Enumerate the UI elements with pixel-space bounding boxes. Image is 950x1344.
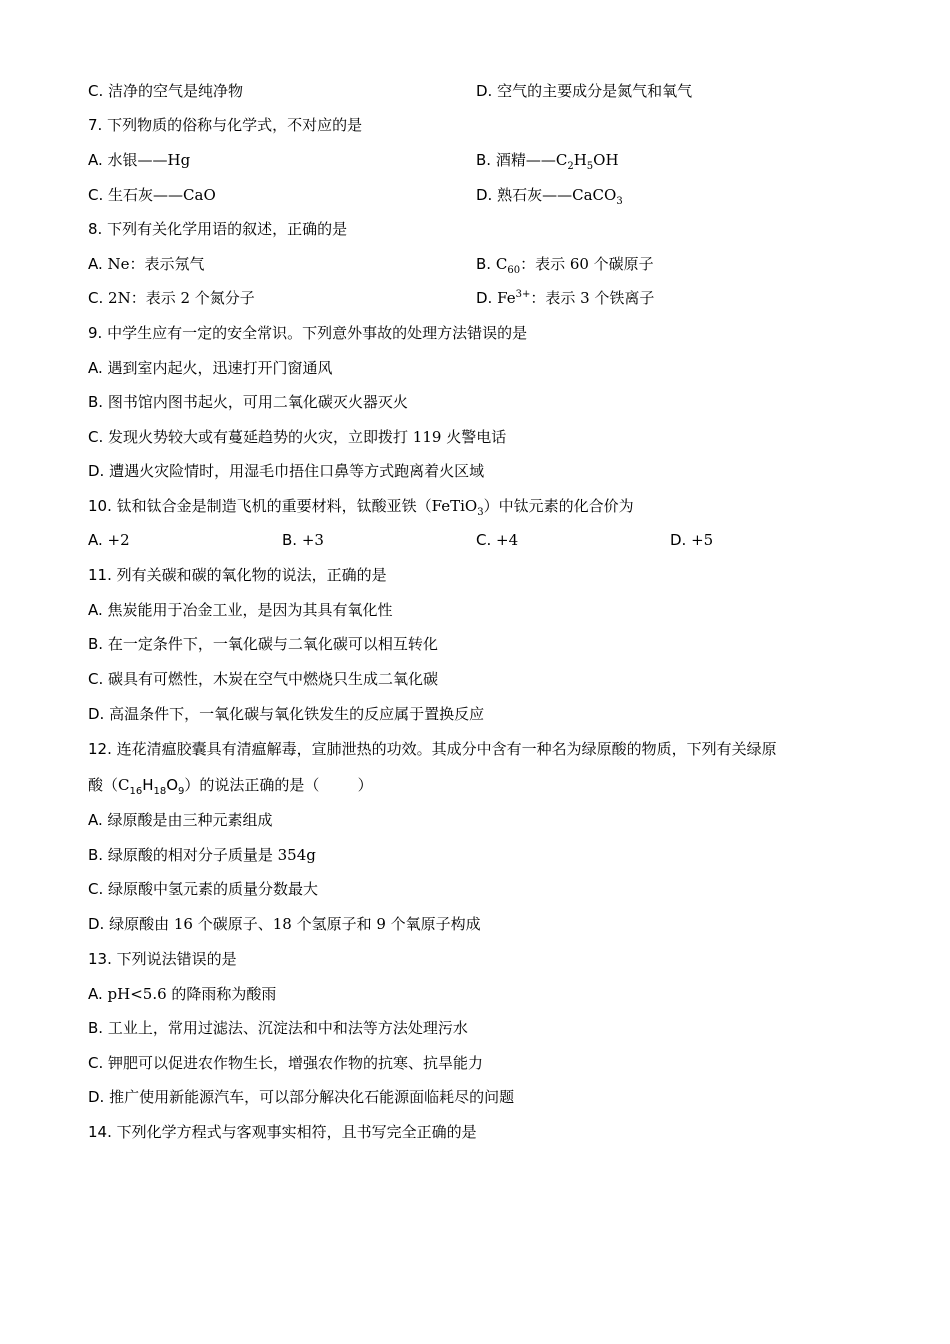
option-text: 酒精$——C_2H_5OH$ — [495, 151, 619, 172]
q10-option-c — [476, 529, 518, 551]
option-label: A. — [88, 359, 103, 377]
option-text: 推广使用新能源汽车，可以部分解决化石能源面临耗尽的问题 — [109, 1088, 515, 1106]
question-number: 7. — [88, 116, 103, 134]
question-text: 酸$(C_{16}H_{18}O_9)$的说法正确的是（ ） — [88, 776, 373, 797]
option-label: B. — [88, 1019, 104, 1037]
option-label: C. — [88, 186, 104, 204]
option-label: B. — [88, 393, 104, 411]
option-text: 绿原酸的相对分子质量是 354g — [107, 846, 316, 864]
question-text: 下列说法错误的是 — [116, 950, 237, 968]
option-label: A. — [88, 531, 103, 549]
option-label: D. — [476, 289, 493, 307]
q9-option-d — [88, 460, 484, 482]
q13-stem — [88, 948, 237, 970]
option-text: 发现火势较大或有蔓延趋势的火灾，立即拨打 119 火警电话 — [108, 428, 507, 446]
option-label: B. — [88, 635, 104, 653]
option-text: 绿原酸中氢元素的质量分数最大 — [108, 880, 319, 898]
option-label: C. — [88, 670, 104, 688]
option-label: C. — [476, 531, 492, 549]
q7-option-b — [476, 149, 619, 171]
option-text: $Fe^{3+}$：表示 3 个铁离子 — [497, 289, 655, 307]
question-text: 下列物质的俗称与化学式，不对应的是 — [107, 116, 363, 134]
option-label: D. — [88, 915, 105, 933]
option-text: 绿原酸是由三种元素组成 — [107, 811, 273, 829]
question-text: 连花清瘟胶囊具有清瘟解毒，宣肺泄热的功效。其成分中含有一种名为绿原酸的物质，下列有关绿原 — [116, 740, 777, 758]
option-text: 焦炭能用于冶金工业，是因为其具有氧化性 — [107, 601, 393, 619]
q11-option-d — [88, 703, 484, 725]
option-text: $C_{60}$：表示 60 个碳原子 — [495, 255, 654, 276]
option-label: D. — [670, 531, 687, 549]
option-label: C. — [88, 428, 104, 446]
option-label: A. — [88, 985, 103, 1003]
option-label: D. — [476, 82, 493, 100]
option-text: +5 — [691, 531, 714, 549]
option-text: +4 — [496, 531, 519, 549]
q6-option-c — [88, 80, 243, 102]
option-text: 图书馆内图书起火，可用二氧化碳灭火器灭火 — [107, 393, 408, 411]
q8-option-d — [476, 287, 654, 309]
option-label: D. — [476, 186, 493, 204]
q7-stem — [88, 114, 362, 136]
q12-option-a — [88, 809, 273, 831]
q12-option-c — [88, 878, 318, 900]
option-text: 遭遇火灾险情时，用湿毛巾捂住口鼻等方式跑离着火区域 — [109, 462, 485, 480]
option-text: +3 — [301, 531, 324, 549]
q9-option-c — [88, 426, 506, 448]
option-text: 绿原酸由 16 个碳原子、18 个氢原子和 9 个氧原子构成 — [109, 915, 481, 933]
option-text: 生石灰——CaO — [108, 186, 216, 204]
q9-stem — [88, 322, 527, 344]
question-text: 下列有关化学用语的叙述，正确的是 — [107, 220, 348, 238]
option-text: 工业上，常用过滤法、沉淀法和中和法等方法处理污水 — [107, 1019, 468, 1037]
option-label: A. — [88, 151, 103, 169]
question-number: 14. — [88, 1123, 112, 1141]
q7-option-a — [88, 149, 190, 171]
option-label: C. — [88, 82, 104, 100]
q12-stem — [88, 738, 777, 760]
option-text: 遇到室内起火，迅速打开门窗通风 — [107, 359, 333, 377]
question-text: 中学生应有一定的安全常识。下列意外事故的处理方法错误的是 — [107, 324, 528, 342]
option-label: B. — [88, 846, 104, 864]
question-number: 10. — [88, 497, 112, 515]
q8-stem — [88, 218, 347, 240]
option-text: Ne：表示氖气 — [107, 255, 205, 273]
q12-stem-continued — [88, 774, 373, 796]
q12-option-d — [88, 913, 481, 935]
q11-option-b — [88, 633, 438, 655]
q13-option-b — [88, 1017, 468, 1039]
option-label: B. — [476, 151, 492, 169]
option-label: B. — [282, 531, 298, 549]
q9-option-b — [88, 391, 408, 413]
option-label: A. — [88, 601, 103, 619]
question-number: 12. — [88, 740, 112, 758]
option-text: 熟石灰——CaCO$_3$ — [497, 186, 623, 207]
question-text: 钛和钛合金是制造飞机的重要材料，钛酸亚铁（FeTiO$_3$）中钛元素的化合价为 — [116, 497, 634, 518]
q7-option-c — [88, 184, 216, 206]
option-text: 水银——Hg — [107, 151, 191, 169]
q13-option-d — [88, 1086, 514, 1108]
option-text: 2N：表示 2 个氮分子 — [108, 289, 255, 307]
option-label: A. — [88, 811, 103, 829]
option-label: C. — [88, 1054, 104, 1072]
q13-option-c — [88, 1052, 483, 1074]
option-label: D. — [88, 705, 105, 723]
option-label: B. — [476, 255, 492, 273]
q6-option-d — [476, 80, 692, 102]
q9-option-a — [88, 357, 333, 379]
option-text: 在一定条件下，一氧化碳与二氧化碳可以相互转化 — [107, 635, 438, 653]
option-label: A. — [88, 255, 103, 273]
question-number: 11. — [88, 566, 112, 584]
option-label: D. — [88, 1088, 105, 1106]
q12-option-b — [88, 844, 316, 866]
question-text: 下列化学方程式与客观事实相符，且书写完全正确的是 — [116, 1123, 477, 1141]
q11-option-c — [88, 668, 438, 690]
option-text: 洁净的空气是纯净物 — [108, 82, 244, 100]
q13-option-a — [88, 983, 276, 1005]
option-text: 碳具有可燃性，木炭在空气中燃烧只生成二氧化碳 — [108, 670, 439, 688]
option-label: C. — [88, 289, 104, 307]
option-label: C. — [88, 880, 104, 898]
q7-option-d — [476, 184, 623, 206]
option-text: 空气的主要成分是氮气和氧气 — [497, 82, 693, 100]
q10-option-d — [670, 529, 713, 551]
q11-stem — [88, 564, 387, 586]
q8-option-c — [88, 287, 255, 309]
option-text: 高温条件下，一氧化碳与氧化铁发生的反应属于置换反应 — [109, 705, 485, 723]
option-text: pH<5.6 的降雨称为酸雨 — [107, 985, 277, 1003]
q11-option-a — [88, 599, 393, 621]
q8-option-b — [476, 253, 654, 275]
q10-stem — [88, 495, 634, 517]
question-number: 9. — [88, 324, 103, 342]
option-label: D. — [88, 462, 105, 480]
option-text: 钾肥可以促进农作物生长，增强农作物的抗寒、抗旱能力 — [108, 1054, 484, 1072]
q8-option-a — [88, 253, 205, 275]
q14-stem — [88, 1121, 477, 1143]
q10-option-a — [88, 529, 130, 551]
question-number: 8. — [88, 220, 103, 238]
question-number: 13. — [88, 950, 112, 968]
q10-option-b — [282, 529, 324, 551]
option-text: +2 — [107, 531, 130, 549]
question-text: 列有关碳和碳的氧化物的说法，正确的是 — [116, 566, 387, 584]
